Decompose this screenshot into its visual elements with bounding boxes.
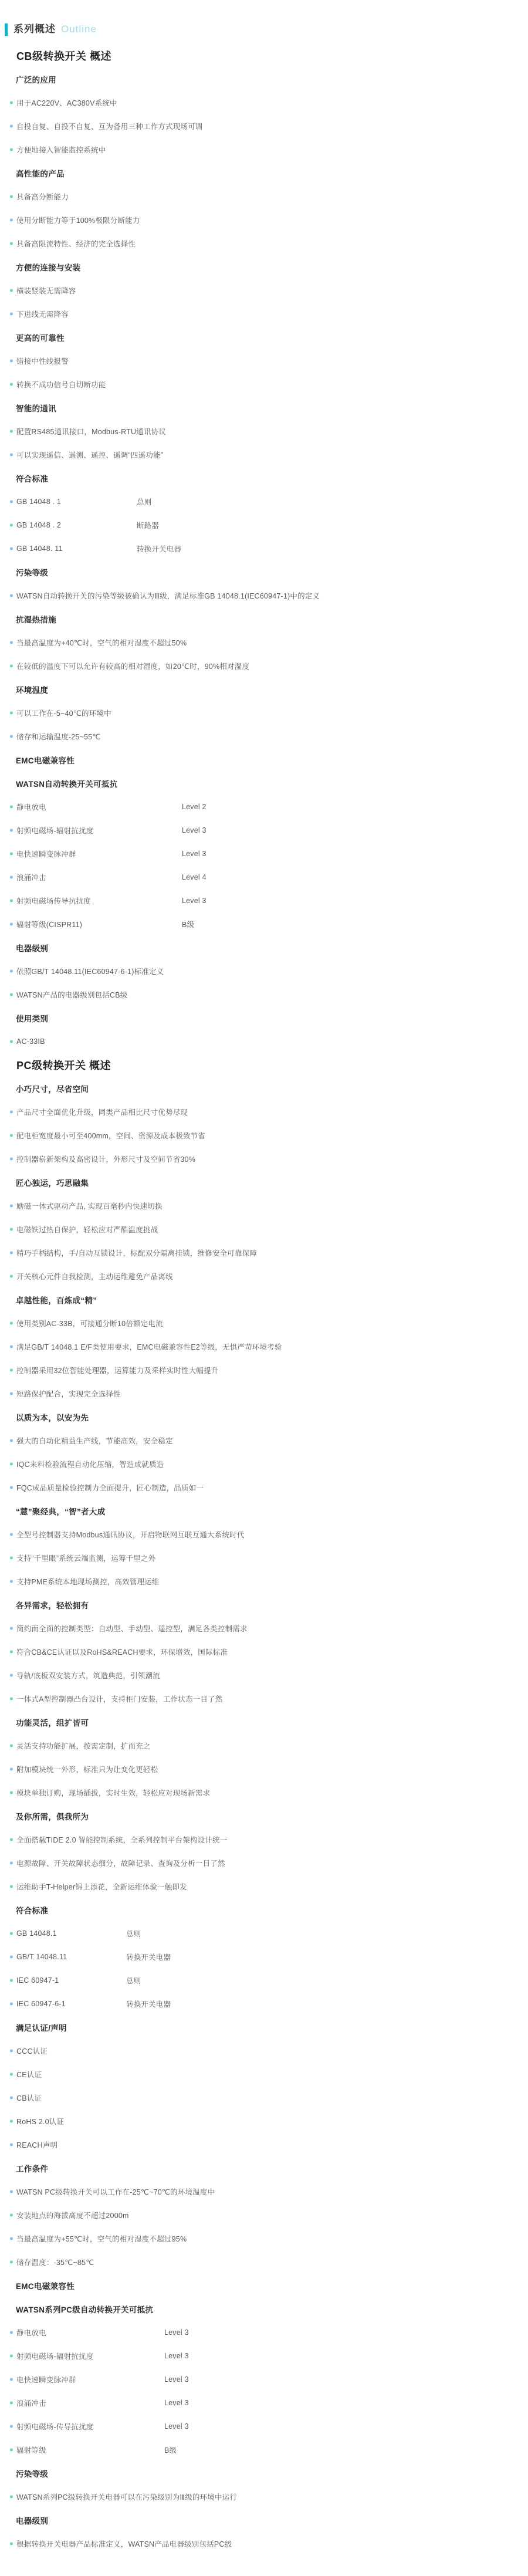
list-item [0,631,528,654]
spec-label: GB 14048. 11 [16,545,63,553]
list-item-text: WATSN产品的电器级别包括CB级 [16,991,128,999]
list-item [0,2063,528,2086]
bullet-icon [10,1486,13,1489]
bullet-icon [10,125,13,128]
list-item-text: 开关核心元件自我检测，主动运维避免产品离线 [16,1273,173,1281]
bullet-icon [10,1369,13,1372]
list-item [0,373,528,396]
list-item-text: 使用分断能力等于100%极限分断能力 [16,217,140,225]
spec-row [0,889,528,912]
list-item [0,443,528,466]
bullet-icon [10,360,13,363]
group-subheading: WATSN自动转换开关可抵抗 [16,780,118,789]
spec-value: 转换开关电器 [126,2000,171,2009]
bullet-icon [10,712,13,715]
bullet-icon [10,1791,13,1794]
list-item-text: 可以实现遥信、遥测、遥控、遥调“四遥功能” [16,451,164,459]
list-item [0,1875,528,1898]
list-item [0,1358,528,1382]
list-item [0,2250,528,2274]
section-heading: CB级转换开关 概述 [16,50,111,62]
list-item [0,1265,528,1288]
spec-value: 总则 [126,1930,141,1938]
bullet-icon [10,2050,13,2053]
spec-value: Level 4 [182,873,207,881]
bullet-icon [10,1205,13,1208]
list-item-text: WATSN系列PC级转换开关电器可以在污染级别为Ⅲ级的环境中运行 [16,2493,238,2501]
list-item-text: 用于AC220V、AC380V系统中 [16,99,117,107]
group-subheading: 卓越性能，百炼成“精” [16,1296,97,1305]
bullet-icon [10,993,13,996]
spec-row [0,2344,528,2368]
bullet-icon [10,2261,13,2264]
bullet-icon [10,2144,13,2146]
list-item-text: 储存温度：-35℃~85℃ [16,2259,94,2267]
group-subheading: 及你所需，俱我所为 [16,1813,89,1821]
list-item-text: 灵活支持功能扩展，按需定制，扩而充之 [16,1742,151,1750]
list-item-text: 安装地点的海拔高度不超过2000m [16,2212,129,2220]
bullet-icon [10,547,13,550]
bullet-icon [10,2073,13,2076]
group-subheading: WATSN系列PC级自动转换开关可抵抗 [16,2305,154,2314]
list-item [0,983,528,1006]
spec-row [0,1969,528,1992]
list-item-text: 在较低的温度下可以允许有较高的相对湿度，如20℃时，90%相对湿度 [16,662,250,671]
bullet-icon [10,665,13,668]
list-item-text: 支持“千里眼”系统云端监测，运筹千里之外 [16,1554,156,1563]
bullet-icon [10,1698,13,1701]
group-subheading: 方便的连接与安装 [16,263,81,272]
list-item-text: CCC认证 [16,2047,48,2056]
bullet-icon [10,1745,13,1747]
list-item [0,1828,528,1851]
list-item [0,2532,528,2555]
spec-value: 转换开关电器 [126,1953,171,1962]
group-subheading: 工作条件 [16,2165,49,2173]
bullet-icon [10,1557,13,1560]
bullet-icon [10,501,13,503]
list-item-text: 满足GB/T 14048.1 E/F类使用要求，EMC电磁兼容性E2等级，无惧严苛环境考验 [16,1343,282,1351]
group-subheading: 以质为本，以安为先 [16,1414,89,1422]
bullet-icon [10,2378,13,2381]
list-item [0,1570,528,1593]
bullet-icon [10,313,13,316]
list-item-text: 方便地接入智能监控系统中 [16,146,106,154]
group-subheading: 功能灵活，组扩皆可 [16,1719,89,1728]
bullet-icon [10,1932,13,1935]
spec-row [0,2368,528,2391]
list-item [0,185,528,208]
bullet-icon [10,1134,13,1137]
bullet-icon [10,829,13,832]
group-subheading: 使用类别 [16,1015,49,1023]
list-item-text: 电磁铁过热自保护，轻松应对严酷温度挑战 [16,1226,158,1234]
list-item-text: 支持PME系统本地现场测控，高效管理运维 [16,1578,160,1586]
spec-value: Level 3 [164,2375,189,2384]
accent-bar-icon [5,23,8,36]
list-item-text: 具备高分断能力 [16,193,69,201]
bullet-icon [10,1651,13,1654]
list-item-text: 储存和运输温度-25~55℃ [16,733,101,741]
list-item [0,114,528,138]
group-subheading: EMC电磁兼容性 [16,756,75,765]
list-item [0,279,528,302]
group-subheading: 电器级别 [16,2517,49,2526]
bullet-icon [10,1252,13,1255]
list-item-text: 下进线无需降容 [16,310,69,319]
group-subheading: 污染等级 [16,569,49,577]
list-item [0,1429,528,1452]
list-item [0,349,528,373]
list-item [0,1452,528,1476]
group-subheading: 电器级别 [16,944,49,953]
spec-value: Level 3 [182,850,207,858]
list-item [0,1851,528,1875]
spec-value: 总则 [126,1977,141,1985]
spec-label: 浪涌冲击 [16,874,46,882]
list-item-text: AC-33IB [16,1037,45,1046]
bullet-icon [10,1533,13,1536]
list-item-text: CB认证 [16,2094,42,2102]
group-subheading: 小巧尺寸，尽省空间 [16,1085,89,1094]
bullet-icon [10,1674,13,1677]
spec-value: 总则 [137,498,152,506]
list-item [0,959,528,983]
list-item-text: 一体式A型控制器凸台设计，支持柜门安装，工作状态一目了然 [16,1695,223,1703]
list-item [0,2180,528,2203]
list-item [0,1687,528,1710]
bullet-icon [10,219,13,222]
bullet-icon [10,242,13,245]
group-subheading: EMC电磁兼容性 [16,2282,75,2291]
bullet-icon [10,2331,13,2334]
bullet-icon [10,1439,13,1442]
list-item-text: 模块单独订购，现场插拔，实时生效，轻松应对现场新需求 [16,1789,211,1797]
list-item [0,2227,528,2250]
list-item-text: 全面搭载TIDE 2.0 智能控制系统，全系列控制平台架构设计统一 [16,1836,228,1844]
list-item [0,91,528,114]
bullet-icon [10,853,13,856]
list-item-text: 控制器崭新架构及高密设计，外形尺寸及空间节省30% [16,1155,196,1164]
list-item [0,232,528,255]
group-subheading: 污染等级 [16,2470,49,2479]
bullet-icon [10,900,13,902]
bullet-icon [10,2120,13,2123]
group-subheading: 更高的可靠性 [16,334,65,343]
list-item [0,2110,528,2133]
list-item [0,1523,528,1546]
list-item-text: 控制器采用32位智能处理器，运算能力及采样实时性大幅提升 [16,1367,219,1375]
bullet-icon [10,970,13,973]
bullet-icon [10,923,13,926]
spec-value: Level 3 [164,2328,189,2337]
spec-value: Level 3 [164,2422,189,2430]
list-item [0,1617,528,1640]
spec-row [0,1992,528,2016]
group-subheading: 符合标准 [16,1906,49,1915]
page-title-en: Outline [61,23,97,35]
spec-label: IEC 60947-1 [16,1976,59,1985]
list-item-text: 配电柜宽度最小可至400mm，空间、资源及成本极致节省 [16,1132,206,1140]
bullet-icon [10,735,13,738]
spec-row [0,2415,528,2438]
bullet-icon [10,1768,13,1771]
bullet-icon [10,195,13,198]
spec-label: 浪涌冲击 [16,2399,46,2408]
group-subheading: 各异需求，轻松拥有 [16,1601,89,1610]
spec-label: 静电放电 [16,2329,46,2337]
list-item-text: 配置RS485通讯接口，Modbus-RTU通讯协议 [16,428,167,436]
bullet-icon [10,2190,13,2193]
list-item [0,2485,528,2509]
bullet-icon [10,524,13,527]
list-item [0,584,528,607]
spec-value: B级 [164,2446,177,2455]
bullet-icon [10,1346,13,1348]
spec-label: 射频电磁场-辐射抗扰度 [16,2352,94,2361]
spec-value: 断路器 [137,522,160,530]
bullet-icon [10,1627,13,1630]
list-item-text: 自投自复、自投不自复、互为备用三种工作方式现场可调 [16,123,203,131]
list-item [0,2039,528,2063]
spec-row [0,2438,528,2462]
spec-value: Level 3 [182,897,207,905]
bullet-icon [10,1158,13,1161]
list-item-text: 根据转换开关电器产品标准定义，WATSN产品电器级别包括PC级 [16,2540,232,2548]
bullet-icon [10,1838,13,1841]
list-item-text: WATSN自动转换开关的污染等级被确认为Ⅲ级，满足标准GB 14048.1(IEC60947-1)中的定义 [16,592,320,600]
bullet-icon [10,1979,13,1982]
spec-row [0,537,528,560]
list-item-text: 转换不成功信号自切断功能 [16,381,106,389]
spec-row [0,2321,528,2344]
list-item [0,302,528,326]
list-item-text: 附加模块统一外形，标准只为让变化更轻松 [16,1766,158,1774]
group-subheading: 符合标准 [16,475,49,484]
list-item-text: 运维助手T-Helper锦上添花，全新运维体验一触即发 [16,1883,187,1891]
spec-row [0,912,528,936]
list-item [0,1781,528,1804]
list-item [0,1100,528,1124]
bullet-icon [10,430,13,433]
spec-row [0,842,528,866]
list-item-text: FQC成品质量检验控制力全面提升，匠心制造，品质如一 [16,1484,204,1492]
list-item [0,1335,528,1358]
bullet-icon [10,2543,13,2545]
bullet-icon [10,1580,13,1583]
spec-label: 电快速瞬变脉冲群 [16,2376,76,2384]
section-header [0,0,528,44]
list-item [0,1030,528,1053]
spec-value: 转换开关电器 [137,545,182,553]
spec-label: GB/T 14048.11 [16,1953,67,1961]
bullet-icon [10,2496,13,2499]
spec-label: GB 14048 . 2 [16,521,62,529]
list-item-text: 短路保护配合，实现完全选择性 [16,1390,121,1398]
bullet-icon [10,594,13,597]
bullet-icon [10,2402,13,2405]
spec-label: 射频电磁场传导抗扰度 [16,897,92,905]
list-item [0,1147,528,1171]
spec-row [0,490,528,513]
spec-label: GB 14048.1 [16,1929,57,1938]
bullet-icon [10,806,13,809]
list-item-text: 励磁一体式驱动产品, 实现百毫秒内快速切换 [16,1202,163,1211]
bullet-icon [10,2355,13,2358]
bullet-icon [10,148,13,151]
list-item-text: 简约而全面的控制类型：自动型、手动型、遥控型，满足各类控制需求 [16,1625,248,1633]
bullet-icon [10,2097,13,2100]
bullet-icon [10,2214,13,2217]
list-item-text: CE认证 [16,2071,42,2079]
list-item-text: 依照GB/T 14048.11(IEC60947-6-1)标准定义 [16,968,164,976]
spec-row [0,819,528,842]
bullet-icon [10,1040,13,1043]
list-item-text: 导轨/底板双安装方式，筑造典范，引领潮流 [16,1672,160,1680]
group-subheading: 智能的通讯 [16,404,56,413]
spec-label: 电快速瞬变脉冲群 [16,850,76,858]
list-item-text: 精巧手柄结构，手/自动互锁设计，标配双分隔离挂锁，维修安全可靠保障 [16,1249,258,1257]
spec-label: 静电放电 [16,803,46,812]
bullet-icon [10,1111,13,1114]
list-item-text: 强大的自动化精益生产线，节能高效，安全稳定 [16,1437,173,1445]
list-item-text: 当最高温度为+55℃时，空气的相对湿度不超过95% [16,2235,187,2243]
spec-label: GB 14048 . 1 [16,498,62,506]
spec-row [0,2391,528,2415]
group-subheading: 匠心独运，巧思融集 [16,1179,89,1188]
list-item [0,2133,528,2156]
list-item [0,1194,528,1218]
group-subheading: 抗湿热措施 [16,616,56,624]
list-item [0,1546,528,1570]
bullet-icon [10,1463,13,1466]
list-item-text: RoHS 2.0认证 [16,2118,65,2126]
spec-label: 射频电磁场-传导抗扰度 [16,2423,94,2431]
list-item [0,701,528,725]
bullet-icon [10,1956,13,1959]
list-item [0,2086,528,2110]
spec-row [0,513,528,537]
list-item [0,725,528,748]
list-item-text: 具备高限流特性、经济的完全选择性 [16,240,136,248]
bullet-icon [10,2003,13,2006]
list-item [0,1311,528,1335]
list-item [0,1476,528,1499]
bullet-icon [10,1862,13,1865]
list-item-text: 横装竖装无需降容 [16,287,76,295]
group-subheading: 高性能的产品 [16,170,65,178]
list-item [0,1124,528,1147]
list-item [0,1218,528,1241]
list-item-text: 产品尺寸全面优化升级，同类产品相比尺寸优势尽现 [16,1108,188,1117]
section-heading: PC级转换开关 概述 [16,1060,111,1071]
bullet-icon [10,383,13,386]
list-item [0,138,528,161]
list-item [0,1757,528,1781]
list-item-text: 符合CB&CE认证以及RoHS&REACH要求，环保增效，国际标准 [16,1648,228,1657]
list-item-text: 可以工作在-5~40℃的环境中 [16,709,111,718]
spec-row [0,795,528,819]
group-subheading: “慧”聚经典，“智”者大成 [16,1507,106,1516]
page-title: 系列概述 [13,23,56,35]
spec-label: 辐射等级(CISPR11) [16,921,83,929]
list-item [0,1734,528,1757]
bullet-icon [10,1392,13,1395]
group-subheading: 满足认证/声明 [16,2024,67,2033]
spec-row [0,1922,528,1945]
bullet-icon [10,2425,13,2428]
spec-value: Level 2 [182,803,207,811]
spec-label: 射频电磁场-辐射抗扰度 [16,827,94,835]
spec-value: B级 [182,921,195,929]
list-item [0,654,528,678]
bullet-icon [10,2237,13,2240]
spec-label: IEC 60947-6-1 [16,2000,66,2008]
bullet-icon [10,876,13,879]
content-body [0,44,528,2555]
bullet-icon [10,1322,13,1325]
list-item-text: 电源故障、开关故障状态细分，故障记录、查询及分析一目了然 [16,1860,225,1868]
list-item-text: REACH声明 [16,2141,58,2149]
list-item [0,1640,528,1664]
bullet-icon [10,289,13,292]
bullet-icon [10,641,13,644]
list-item [0,1664,528,1687]
bullet-icon [10,1228,13,1231]
list-item-text: 全型号控制器支持Modbus通讯协议，开启物联网互联互通大系统时代 [16,1531,245,1539]
list-item [0,1241,528,1265]
bullet-icon [10,454,13,457]
list-item-text: 使用类别AC-33B，可接通分断10倍额定电流 [16,1320,163,1328]
bullet-icon [10,2449,13,2452]
list-item-text: WATSN PC级转换开关可以工作在-25℃~70℃的环境温度中 [16,2188,215,2196]
group-subheading: 环境温度 [16,686,49,695]
spec-label: 辐射等级 [16,2446,46,2455]
bullet-icon [10,102,13,104]
list-item [0,420,528,443]
list-item [0,208,528,232]
spec-row [0,866,528,889]
spec-value: Level 3 [164,2352,189,2360]
spec-value: Level 3 [164,2399,189,2407]
list-item [0,1382,528,1405]
list-item [0,2203,528,2227]
bullet-icon [10,1885,13,1888]
bullet-icon [10,1275,13,1278]
group-subheading: 广泛的应用 [16,76,56,84]
spec-row [0,1945,528,1969]
list-item-text: IQC来料检验流程自动化压缩，智造成就质造 [16,1461,164,1469]
list-item-text: 当最高温度为+40℃时，空气的相对湿度不超过50% [16,639,187,647]
spec-value: Level 3 [182,826,207,834]
list-item-text: 错接中性线报警 [16,357,69,366]
